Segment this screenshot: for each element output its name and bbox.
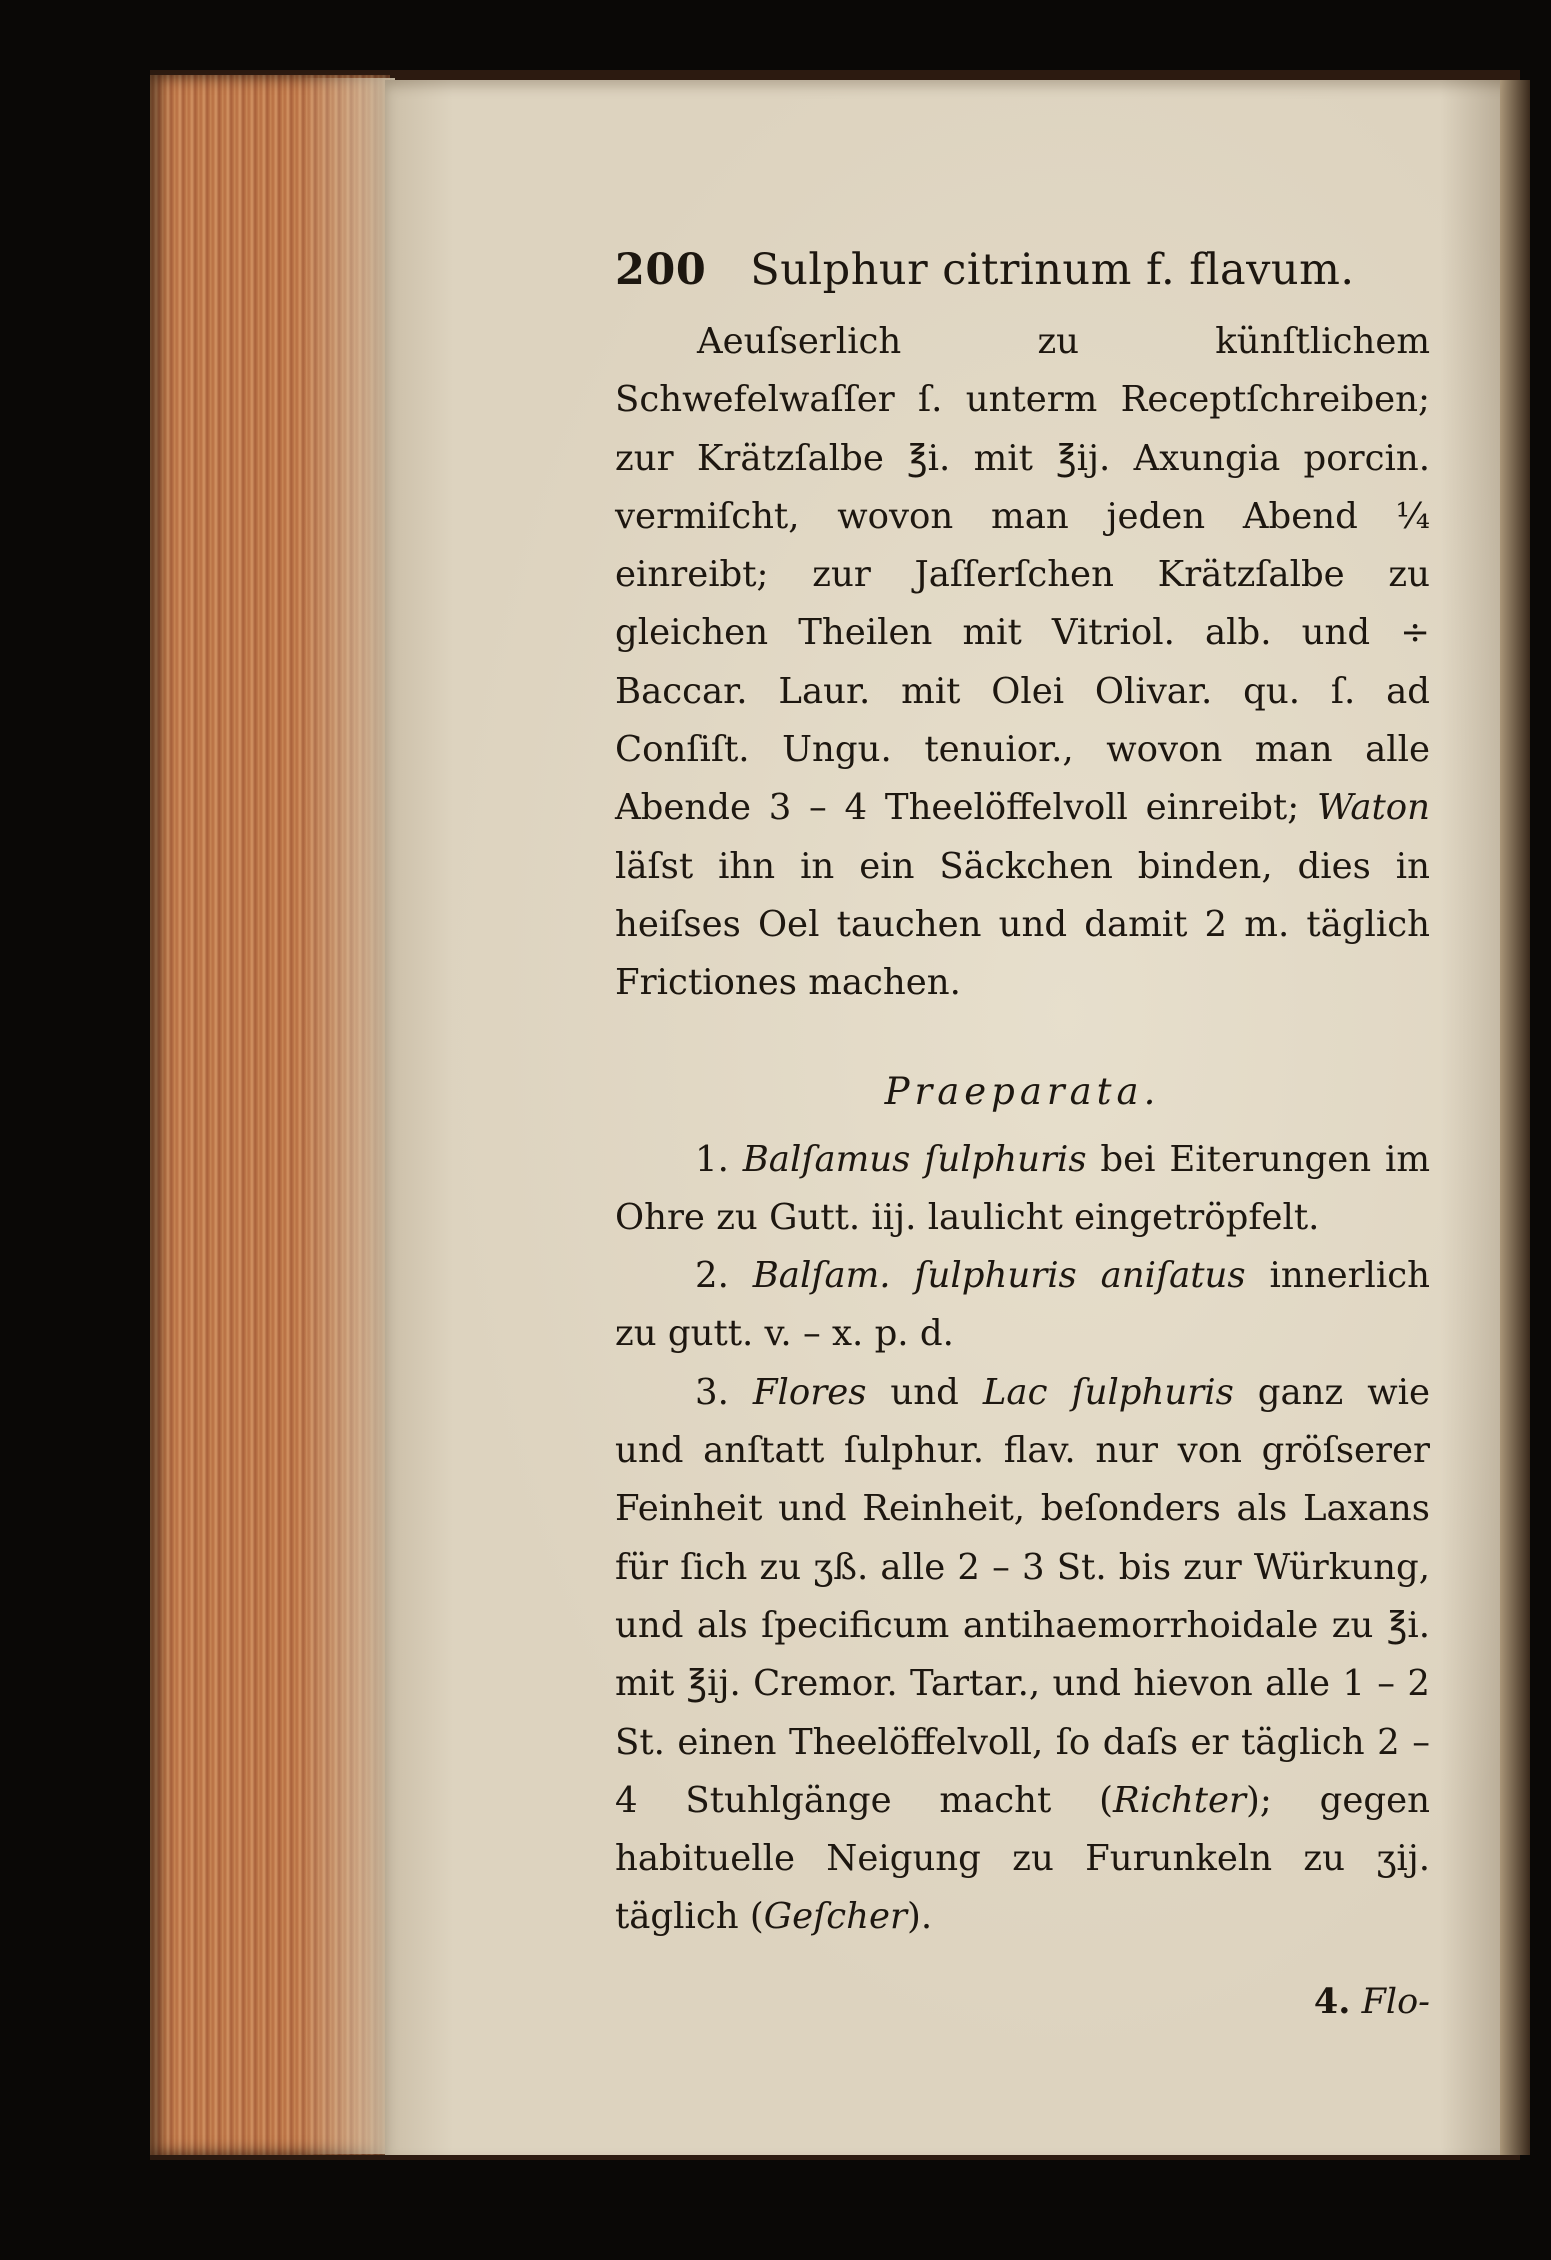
item-number: 3. <box>695 1371 729 1413</box>
catchword-word: Flo- <box>1361 1981 1430 2022</box>
item-name: Balſamus ſulphuris <box>742 1138 1087 1180</box>
author-name: Waton <box>1316 787 1431 829</box>
paragraph-text-end: läſst ihn in ein Säckchen binden, dies in heiſses Oel tauchen und damit 2 m. täglich Frictiones machen. <box>615 845 1430 1004</box>
paragraph-external-use <box>615 313 1430 1013</box>
page-header <box>615 245 1430 305</box>
list-item <box>615 1247 1430 1364</box>
item-text-2: ); gegen habituelle Neigung zu Furunkeln zu ʒij. täglich ( <box>615 1779 1430 1938</box>
author-name: Richter <box>1112 1779 1247 1821</box>
running-title: Sulphur citrinum f. flavum. <box>750 245 1355 295</box>
item-name: Balſam. ſulphuris aniſatus <box>752 1255 1246 1297</box>
page-number: 200 <box>615 245 707 295</box>
section-title: Praeparata. <box>884 1069 1161 1113</box>
item-text: ganz wie und anſtatt ſulphur. flav. nur von gröſserer Feinheit und Reinheit, beſonders als Laxans für ſich zu ʒß. alle 2 – 3 St. bis zur Würkung, und als ſpecificum antihaemorrhoidale zu ℥i. mit ℥ij. Cremor. Tartar., und hievon alle 1 – 2 St. einen Theelöffelvoll, ſo daſs er täglich 2 – 4 Stuhlgänge macht ( <box>615 1371 1430 1821</box>
author-name-2: Geſcher <box>763 1896 907 1938</box>
item-text: innerlich zu gutt. v. – x. p. d. <box>615 1255 1430 1355</box>
page-gutter <box>1500 80 1530 2155</box>
list-item <box>615 1364 1430 1947</box>
item-name-2: Lac ſulphuris <box>982 1371 1234 1413</box>
catchword-number: 4. <box>1313 1980 1351 2022</box>
list-item <box>615 1131 1430 1248</box>
catchword <box>615 1981 1430 2022</box>
item-name: Flores <box>752 1371 867 1413</box>
item-number: 2. <box>695 1255 729 1297</box>
paragraph-text: Aeuſserlich zu künſtlichem Schwefelwaſſer ſ. unterm Receptſchreiben; zur Krätzſalbe ℥i. mit ℥ij. Axungia porcin. vermiſcht, wovon man jeden Abend ¼ einreibt; zur Jaſſerſchen Krätzſalbe zu gleichen Theilen mit Vitriol. alb. und ÷ Baccar. Laur. mit Olei Olivar. qu. ſ. ad Conſiſt. Ungu. tenuior., wovon man alle Abende 3 – 4 Theelöffelvoll einreibt; <box>615 321 1430 829</box>
item-text: bei Eiterungen im Ohre zu Gutt. iij. laulicht eingetröpfelt. <box>615 1138 1431 1238</box>
item-text-3: ). <box>906 1896 933 1938</box>
item-number: 1. <box>695 1138 729 1180</box>
page-text <box>615 245 1430 2022</box>
item-joiner: und <box>890 1371 959 1413</box>
page-edge-shade <box>300 78 395 2154</box>
